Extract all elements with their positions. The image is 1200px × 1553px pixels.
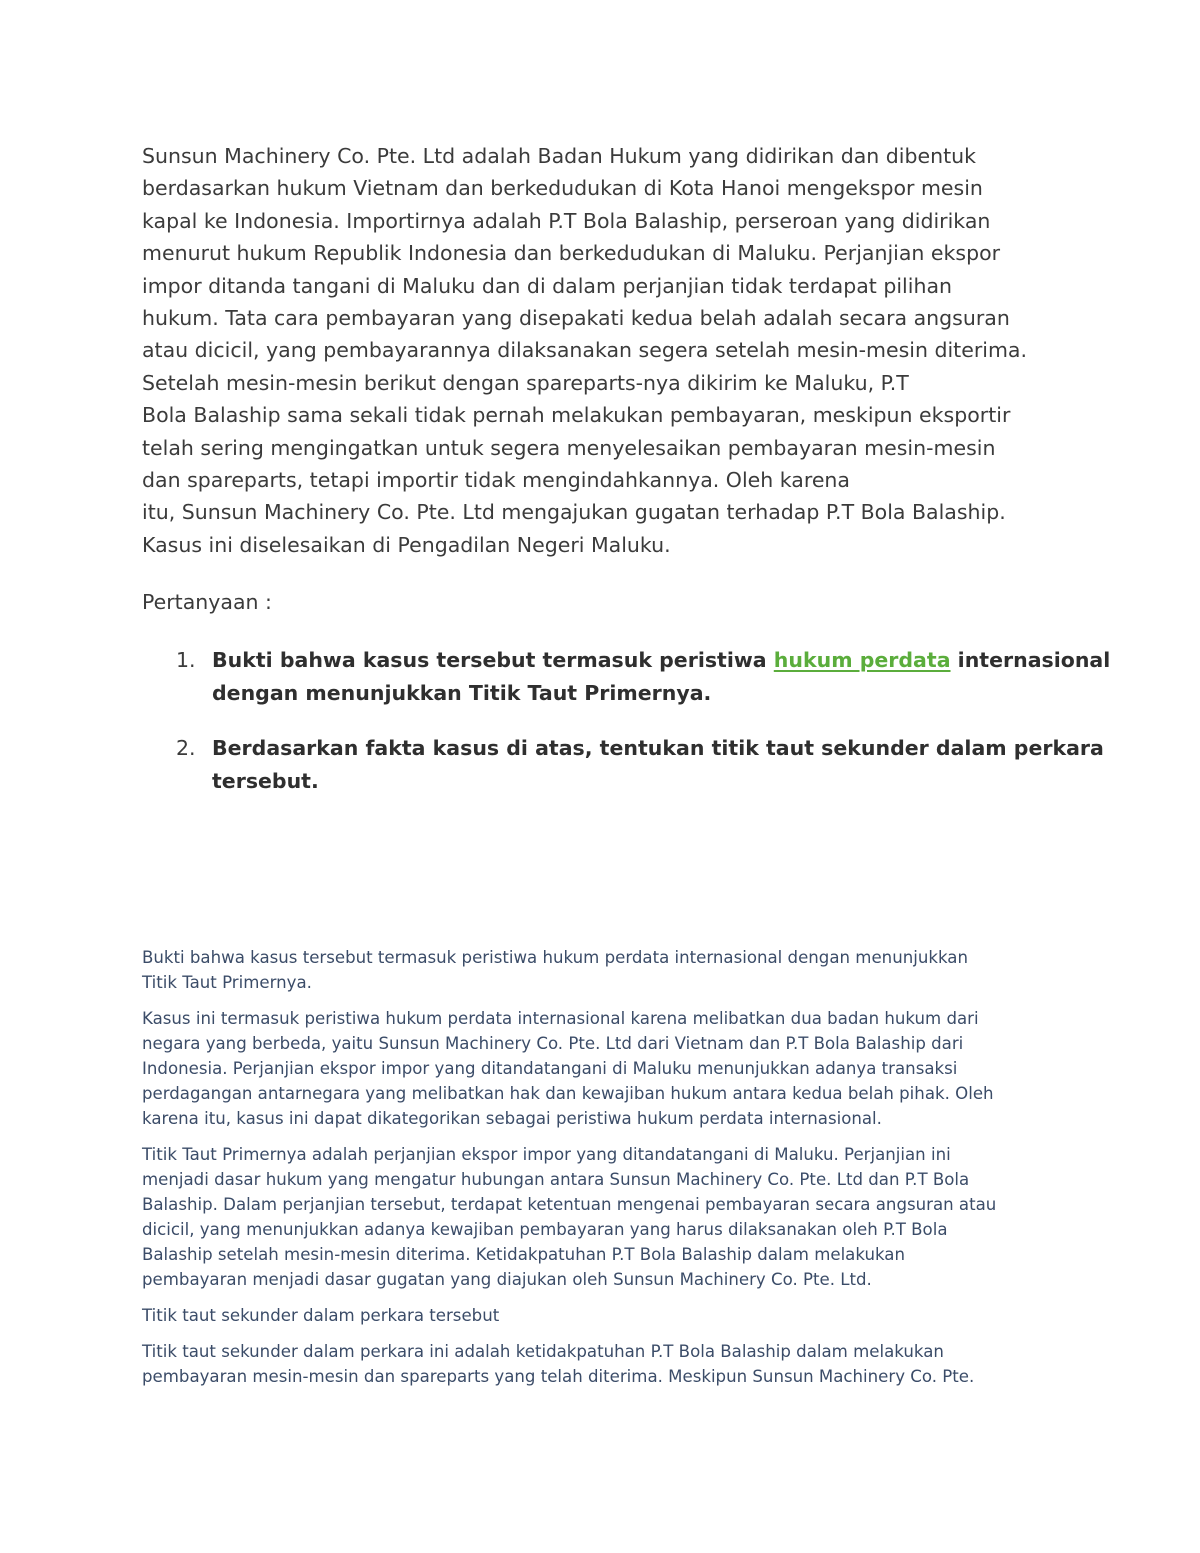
question-line: dengan menunjukkan Titik Taut Primernya. bbox=[212, 681, 712, 705]
text-line: Bola Balaship sama sekali tidak pernah melakukan pembayaran, meskipun eksportir bbox=[142, 403, 1011, 428]
question-line: Berdasarkan fakta kasus di atas, tentukan titik taut sekunder dalam perkara bbox=[212, 736, 1104, 760]
text-line: Bukti bahwa kasus tersebut termasuk peristiwa hukum perdata internasional dengan menunjukkan bbox=[142, 948, 968, 967]
questions-heading: Pertanyaan : bbox=[142, 590, 272, 614]
text-line: dan spareparts, tetapi importir tidak mengindahkannya. Oleh karena bbox=[142, 468, 850, 493]
answer-paragraph bbox=[142, 945, 1072, 995]
text-line: itu, Sunsun Machinery Co. Pte. Ltd mengajukan gugatan terhadap P.T Bola Balaship. bbox=[142, 500, 1006, 525]
text-line: Balaship setelah mesin-mesin diterima. Ketidakpatuhan P.T Bola Balaship dalam melakukan bbox=[142, 1245, 905, 1264]
case-description bbox=[142, 140, 1072, 561]
list-number: 1. bbox=[176, 648, 196, 672]
text-line: hukum. Tata cara pembayaran yang disepakati kedua belah adalah secara angsuran bbox=[142, 306, 1010, 331]
question-line bbox=[212, 644, 1111, 677]
text-line: Titik taut sekunder dalam perkara ini adalah ketidakpatuhan P.T Bola Balaship dalam melakukan bbox=[142, 1342, 944, 1361]
answer-paragraph bbox=[142, 1339, 1072, 1389]
answer-paragraph bbox=[142, 1006, 1072, 1131]
text-line: karena itu, kasus ini dapat dikategorikan sebagai peristiwa hukum perdata internasional. bbox=[142, 1109, 882, 1128]
text-line: dicicil, yang menunjukkan adanya kewajiban pembayaran yang harus dilaksanakan oleh P.T Bola bbox=[142, 1220, 948, 1239]
list-item bbox=[142, 644, 1111, 710]
text-line: Kasus ini termasuk peristiwa hukum perdata internasional karena melibatkan dua badan hukum dari bbox=[142, 1009, 979, 1028]
question-text: Bukti bahwa kasus tersebut termasuk peristiwa bbox=[212, 648, 774, 672]
text-line: menjadi dasar hukum yang mengatur hubungan antara Sunsun Machinery Co. Pte. Ltd dan P.T Bola bbox=[142, 1170, 970, 1189]
list-number: 2. bbox=[176, 736, 196, 760]
text-line: berdasarkan hukum Vietnam dan berkedudukan di Kota Hanoi mengekspor mesin bbox=[142, 176, 983, 201]
answer-paragraph bbox=[142, 1303, 1072, 1328]
text-line: Sunsun Machinery Co. Pte. Ltd adalah Badan Hukum yang didirikan dan dibentuk bbox=[142, 144, 977, 168]
hukum-perdata-link[interactable]: hukum perdata bbox=[773, 648, 951, 672]
text-line: pembayaran mesin-mesin dan spareparts yang telah diterima. Meskipun Sunsun Machinery Co. Pte. bbox=[142, 1367, 975, 1386]
text-line: Setelah mesin-mesin berikut dengan spareparts-nya dikirim ke Maluku, P.T bbox=[142, 370, 909, 395]
text-line: pembayaran menjadi dasar gugatan yang diajukan oleh Sunsun Machinery Co. Pte. Ltd. bbox=[142, 1270, 872, 1289]
text-line: negara yang berbeda, yaitu Sunsun Machinery Co. Pte. Ltd dari Vietnam dan P.T Bola Balaship dari bbox=[142, 1034, 964, 1053]
text-line: kapal ke Indonesia. Importirnya adalah P.T Bola Balaship, perseroan yang didirikan bbox=[142, 208, 991, 233]
text-line: perdagangan antarnegara yang melibatkan hak dan kewajiban hukum antara kedua belah pihak. Oleh bbox=[142, 1084, 994, 1103]
answer-section bbox=[142, 945, 1072, 1400]
text-line: Kasus ini diselesaikan di Pengadilan Negeri Maluku. bbox=[142, 532, 671, 557]
list-item bbox=[142, 732, 1104, 798]
question-list bbox=[142, 644, 1111, 820]
text-line: impor ditanda tangani di Maluku dan di dalam perjanjian tidak terdapat pilihan bbox=[142, 273, 953, 298]
text-line: menurut hukum Republik Indonesia dan berkedudukan di Maluku. Perjanjian ekspor bbox=[142, 241, 1001, 266]
text-line: Balaship. Dalam perjanjian tersebut, terdapat ketentuan mengenai pembayaran secara angsuran atau bbox=[142, 1195, 997, 1214]
question-text: internasional bbox=[950, 648, 1111, 672]
text-line: atau dicicil, yang pembayarannya dilaksanakan segera setelah mesin-mesin diterima. bbox=[142, 338, 1028, 363]
text-line: Titik taut sekunder dalam perkara tersebut bbox=[142, 1306, 500, 1325]
text-line: Titik Taut Primernya. bbox=[142, 973, 312, 992]
text-line: Titik Taut Primernya adalah perjanjian ekspor impor yang ditandatangani di Maluku. Perjanjian ini bbox=[142, 1145, 951, 1164]
text-line: Indonesia. Perjanjian ekspor impor yang ditandatangani di Maluku menunjukkan adanya transaksi bbox=[142, 1059, 958, 1078]
answer-paragraph bbox=[142, 1142, 1072, 1292]
question-line: tersebut. bbox=[212, 769, 319, 793]
text-line: telah sering mengingatkan untuk segera menyelesaikan pembayaran mesin-mesin bbox=[142, 435, 996, 460]
